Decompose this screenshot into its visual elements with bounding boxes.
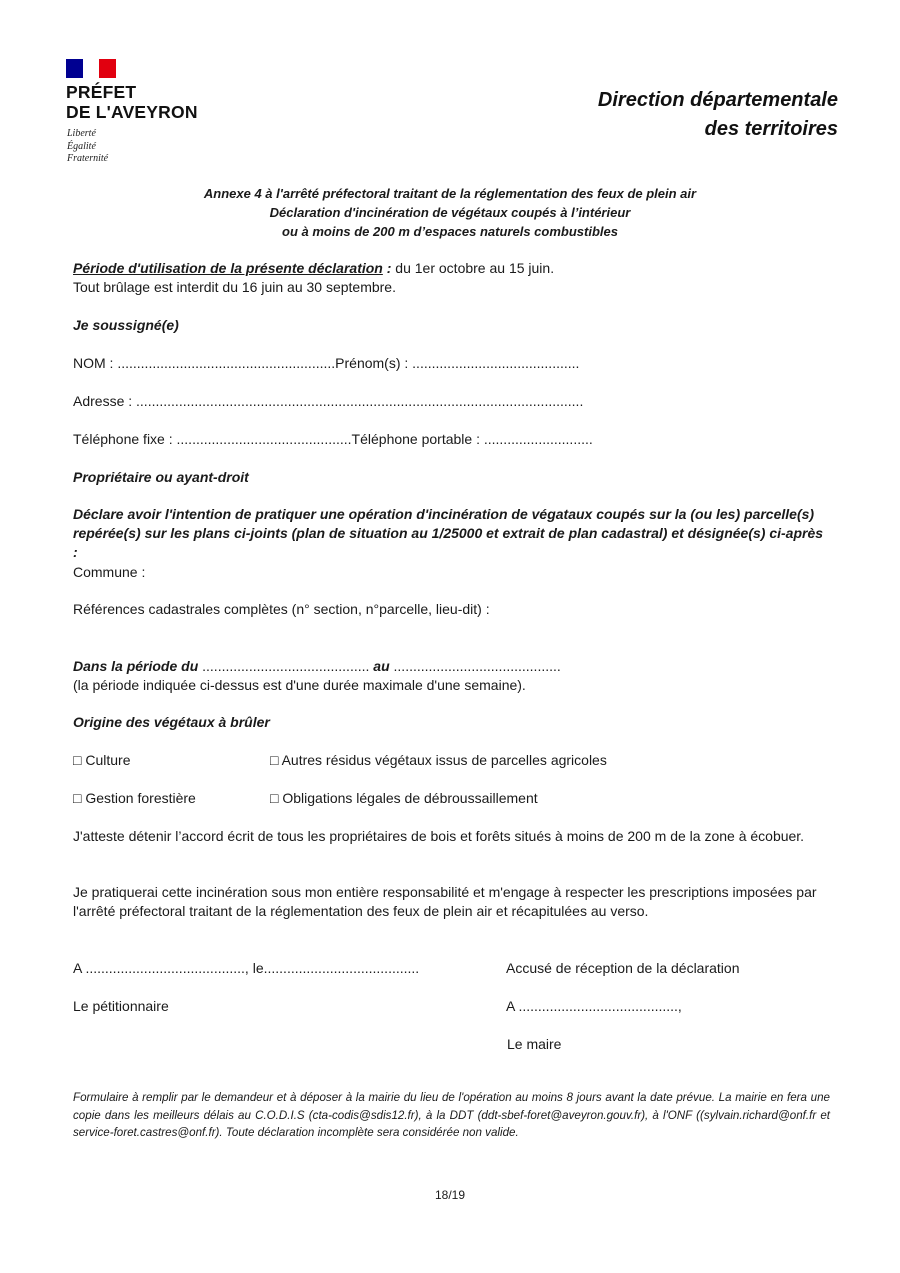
annex-title-line-1: Annexe 4 à l'arrêté préfectoral traitant de la réglementation des feux de plein air [203,186,697,201]
origin-heading: Origine des végétaux à brûler [73,714,270,730]
petitioner-signature-label: Le pétitionnaire [73,998,169,1014]
receipt-heading: Accusé de réception de la déclaration [506,960,740,976]
department-title [598,86,838,144]
flag-red-band [99,59,116,78]
annex-title-line-2: Déclaration d'incinération de végétaux coupés à l’intérieur [269,205,631,220]
commune-field[interactable]: Commune : [73,564,146,580]
burning-ban-text: Tout brûlage est interdit du 16 juin au 30 septembre. [73,279,396,295]
republic-flag-logo [66,59,116,78]
motto-egalite: Égalité [67,140,96,152]
phone-line [73,430,593,449]
checkbox-culture[interactable]: □ Culture [73,752,131,768]
declarant-heading: Je soussigné(e) [73,317,179,333]
flag-blue-band [66,59,83,78]
receipt-place-field[interactable]: A ........................................., [506,998,682,1014]
annex-title-line-3: ou à moins de 200 m d’espaces naturels combustibles [282,224,618,239]
date-to-label: au [373,658,390,674]
submission-instructions: Formulaire à remplir par le demandeur et à déposer à la mairie du lieu de l'opération au moins 8 jours avant la date prévue. La mairie en fera une copie dans les meilleurs délais au C.O.D.I.S (cta-codis@sdis12.fr), à la DDT (ddt-sbef-foret@aveyron.gouv.fr), à l'ONF ((sylvain.richard@onf.fr et service-foret.castres@onf.fr). Toute déclaration incomplète sera considérée non valide. [73,1091,830,1139]
mayor-signature-label: Le maire [507,1036,562,1052]
checkbox-forest-management[interactable]: □ Gestion forestière [73,790,196,806]
flag-white-band [83,59,100,78]
usage-period-label: Période d'utilisation de la présente déclaration [73,260,383,276]
place-date-field[interactable]: A ........................................., le........................................ [73,960,420,976]
usage-period-colon: : [382,260,392,276]
cadastral-references-field[interactable]: Références cadastrales complètes (n° section, n°parcelle, lieu-dit) : [73,601,490,617]
department-line-2: des territoires [704,118,838,140]
nom-field[interactable]: NOM : ........................................................ [73,355,336,371]
department-line-1: Direction départementale [597,89,838,111]
motto-fraternite: Fraternité [67,153,109,164]
address-field[interactable]: Adresse : ................................................................................................................... [73,393,584,409]
mobile-phone-field[interactable]: Téléphone portable : ............................ [351,431,593,447]
motto-liberte: Liberté [67,128,96,139]
usage-period-value: du 1er octobre au 15 juin. [391,260,555,276]
owners-agreement-attestation: J'atteste détenir l’accord écrit de tous les propriétaires de bois et forêts situés à moins de 200 m de la zone à écobuer. [73,828,805,844]
prefecture-line-2: DE L'AVEYRON [66,102,198,122]
owner-role: Propriétaire ou ayant-droit [73,469,249,485]
period-duration-note: (la période indiquée ci-dessus est d'une durée maximale d'une semaine). [73,677,526,693]
period-dates [73,657,561,676]
name-line [73,354,579,373]
date-from-field[interactable]: ........................................... [198,658,374,674]
annex-title [0,184,900,241]
landline-phone-field[interactable]: Téléphone fixe : ............................................. [73,431,352,447]
checkbox-agricultural-residues[interactable]: □ Autres résidus végétaux issus de parcelles agricoles [270,752,607,768]
page-number: 18/19 [434,1188,466,1202]
usage-period [73,259,554,278]
checkbox-clearing-obligations[interactable]: □ Obligations légales de débroussaillement [270,790,538,806]
republic-motto [67,128,108,166]
date-to-field[interactable]: ........................................... [389,658,561,674]
declaration-text: Déclare avoir l'intention de pratiquer une opération d'incinération de végataux coupés sur la (ou les) parcelle(s) repérée(s) sur les plans ci-joints (plan de situation au 1/25000 et extrait de plan cadastral) et désignée(s) ci-après : [73,506,824,560]
prefecture-name [66,82,198,122]
date-from-label: Dans la période du [73,658,199,674]
prenom-field[interactable]: Prénom(s) : ........................................... [335,355,580,371]
prefecture-line-1: PRÉFET [66,82,137,102]
responsibility-statement: Je pratiquerai cette incinération sous mon entière responsabilité et m'engage à respecter les prescriptions imposées par l'arrêté préfectoral traitant de la réglementation des feux de plein air et récapitulées au verso. [73,884,817,919]
